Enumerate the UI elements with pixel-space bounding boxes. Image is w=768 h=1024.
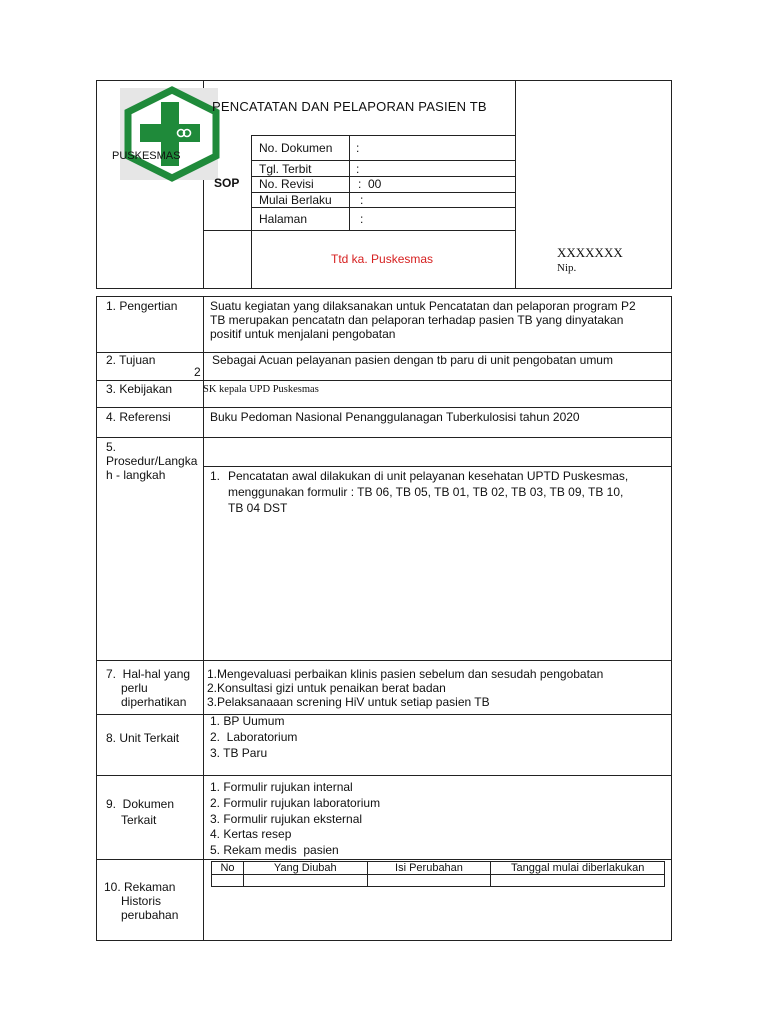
section-label: 8. Unit Terkait bbox=[106, 731, 180, 745]
signer-nip: Nip. bbox=[557, 262, 577, 274]
logo-text: PUSKESMAS bbox=[112, 150, 181, 162]
signer-name: XXXXXXX bbox=[557, 245, 623, 260]
table-header-row: No Yang Diubah Isi Perubahan Tanggal mulai diberlakukan bbox=[212, 862, 665, 875]
sop-label: SOP bbox=[214, 176, 240, 190]
section-label: 2. Tujuan bbox=[106, 353, 156, 367]
document-title: PENCATATAN DAN PELAPORAN PASIEN TB bbox=[212, 99, 487, 114]
puskesmas-logo bbox=[120, 86, 224, 182]
section-label: 3. Kebijakan bbox=[106, 382, 173, 396]
section-label: 1. Pengertian bbox=[106, 299, 178, 313]
revision-history-table bbox=[211, 861, 665, 887]
signature-label: Ttd ka. Puskesmas bbox=[331, 252, 434, 266]
section-label: 4. Referensi bbox=[106, 410, 171, 424]
table-row bbox=[212, 875, 665, 887]
